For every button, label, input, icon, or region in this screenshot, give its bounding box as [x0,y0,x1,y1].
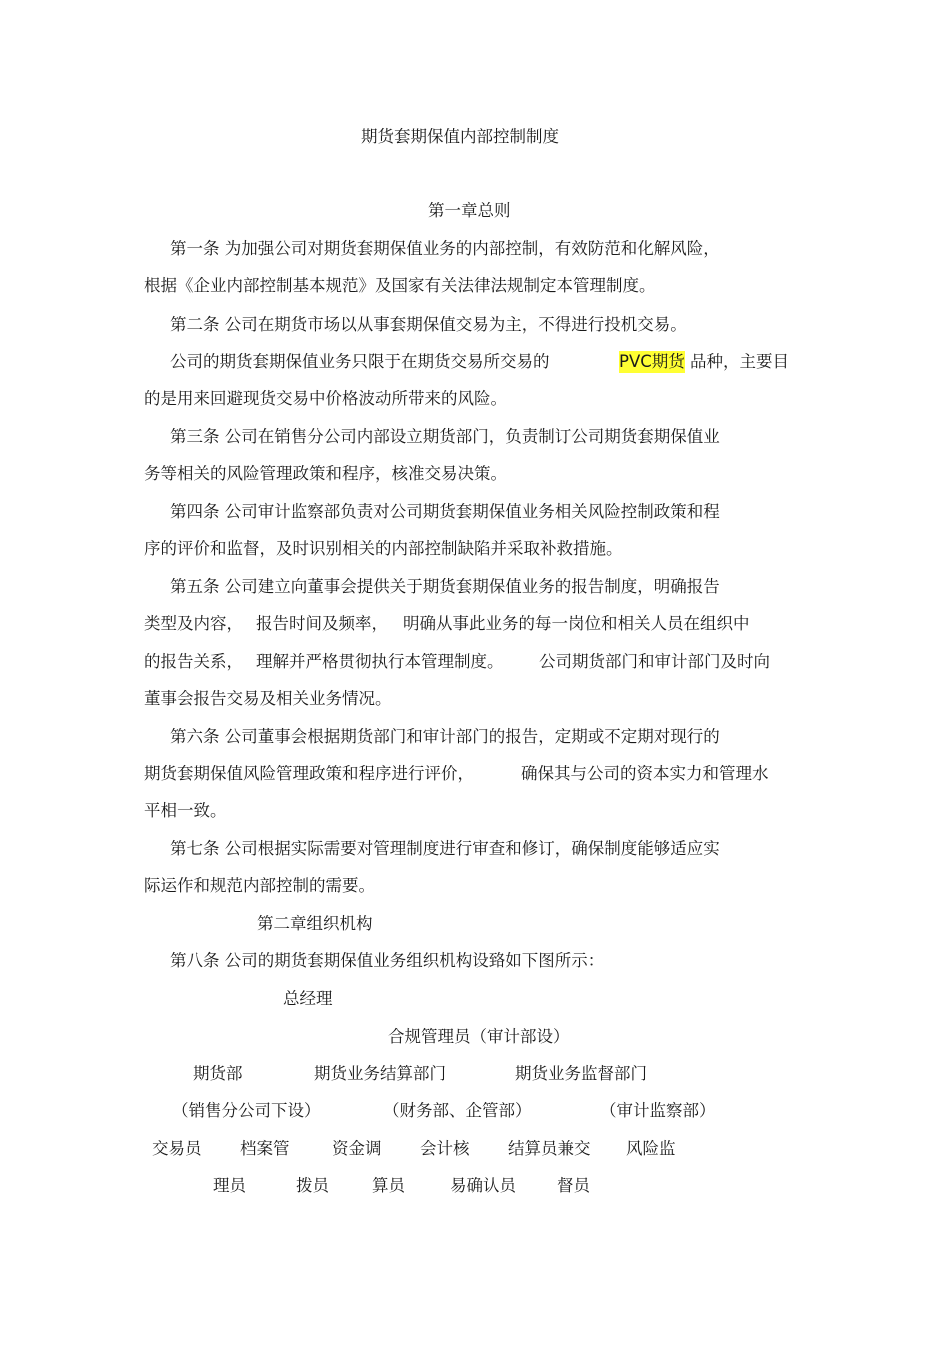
org-role-settlement: 结算员兼交 [508,1139,591,1158]
article-4-line-1: 第四条 公司审计监察部负责对公司期货套期保值业务相关风险控制政策和程 [170,502,720,521]
article-5-line-2b: 报告时间及频率， [256,614,388,633]
article-1-line-1: 第一条 为加强公司对期货套期保值业务的内部控制，有效防范和化解风险， [170,239,720,258]
org-sub-finance: （财务部、企管部） [383,1101,532,1120]
org-role-funds-cont: 拨员 [296,1176,329,1195]
org-role-risk-cont: 督员 [557,1176,590,1195]
org-role-accounting: 会计核 [420,1139,470,1158]
chapter-2-heading: 第二章组织机构 [257,914,373,933]
article-7-line-1: 第七条 公司根据实际需要对管理制度进行审查和修订，确保制度能够适应实 [170,839,720,858]
org-role-settlement-cont: 易确认员 [450,1176,516,1195]
org-role-funds: 资金调 [332,1139,382,1158]
article-7-line-2: 际运作和规范内部控制的需要。 [144,876,375,895]
article-4-line-2: 序的评价和监督，及时识别相关的内部控制缺陷并采取补救措施。 [144,539,623,558]
article-1-line-2: 根据《企业内部控制基本规范》及国家有关法律法规制定本管理制度。 [144,276,656,295]
article-2-line-2b: 品种，主要目 [690,352,789,371]
org-role-accounting-cont: 算员 [372,1176,405,1195]
org-sub-audit: （审计监察部） [600,1101,716,1120]
org-dept-futures: 期货部 [193,1064,243,1083]
org-role-archive: 档案管 [240,1139,290,1158]
article-2-line-3: 的是用来回避现货交易中价格波动所带来的风险。 [144,389,507,408]
org-dept-supervision: 期货业务监督部门 [515,1064,647,1083]
article-3-line-1: 第三条 公司在销售分公司内部设立期货部门，负责制订公司期货套期保值业 [170,427,720,446]
article-6-line-3: 平相一致。 [144,801,227,820]
article-8-line-1: 第八条 公司的期货套期保值业务组织机构设臵如下图所示： [170,951,605,970]
article-5-line-1: 第五条 公司建立向董事会提供关于期货套期保值业务的报告制度，明确报告 [170,577,720,596]
article-2-line-2a: 公司的期货套期保值业务只限于在期货交易所交易的 [170,352,550,371]
article-5-line-3c: 公司期货部门和审计部门及时向 [539,652,770,671]
article-3-line-2: 务等相关的风险管理政策和程序，核准交易决策。 [144,464,507,483]
org-general-manager: 总经理 [283,989,333,1008]
page-title: 期货套期保值内部控制制度 [361,127,559,146]
org-sub-sales: （销售分公司下设） [172,1101,321,1120]
highlighted-term: PVC期货 [619,352,685,371]
org-compliance-officer: 合规管理员（审计部设） [388,1027,570,1046]
article-6-line-2a: 期货套期保值风险管理政策和程序进行评价， [144,764,474,783]
article-6-line-1: 第六条 公司董事会根据期货部门和审计部门的报告，定期或不定期对现行的 [170,727,720,746]
org-dept-settlement: 期货业务结算部门 [314,1064,446,1083]
article-5-line-2a: 类型及内容， [144,614,243,633]
article-6-line-2b: 确保其与公司的资本实力和管理水 [521,764,769,783]
article-5-line-3b: 理解并严格贯彻执行本管理制度。 [256,652,504,671]
article-5-line-4: 董事会报告交易及相关业务情况。 [144,689,392,708]
org-role-risk: 风险监 [626,1139,676,1158]
article-5-line-3a: 的报告关系， [144,652,243,671]
article-2-line-1: 第二条 公司在期货市场以从事套期保值交易为主，不得进行投机交易。 [170,315,687,334]
org-role-trader: 交易员 [152,1139,202,1158]
org-role-archive-cont: 理员 [213,1176,246,1195]
article-5-line-2c: 明确从事此业务的每一岗位和相关人员在组织中 [403,614,750,633]
chapter-1-heading: 第一章总则 [428,201,511,220]
